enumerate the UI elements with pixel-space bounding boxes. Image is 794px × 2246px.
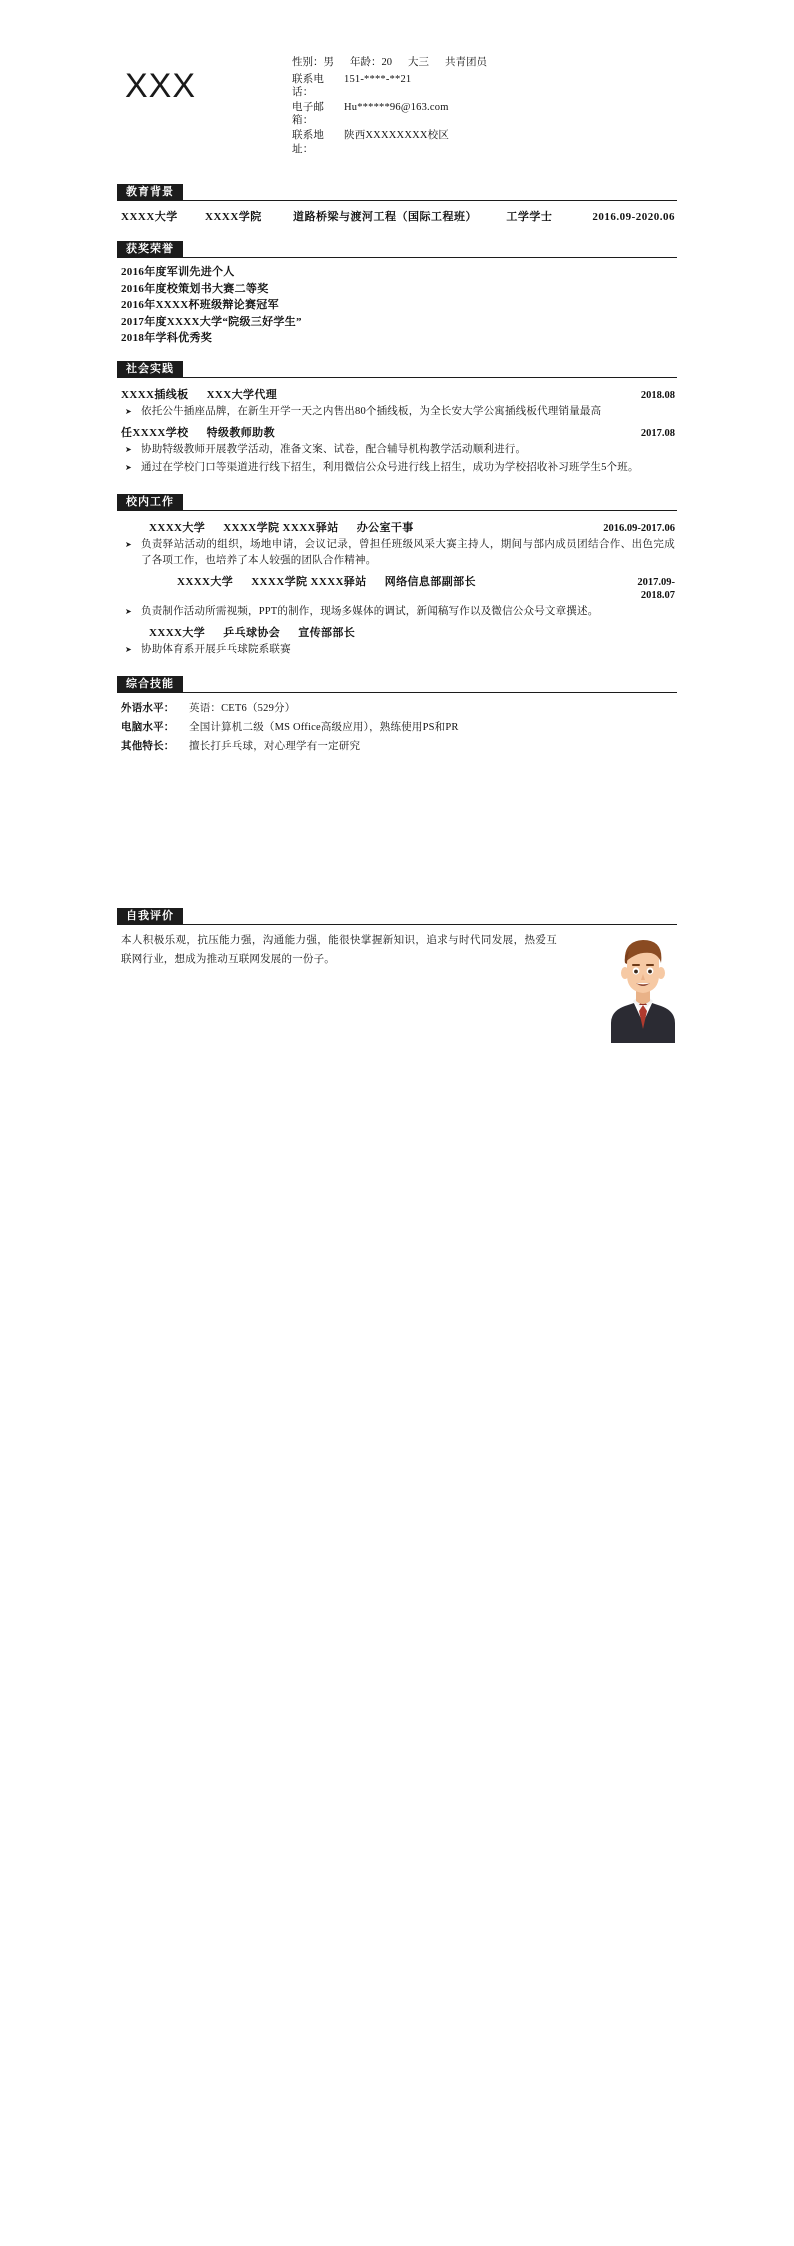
award-item: 2016年XXXX杯班级辩论赛冠军 bbox=[121, 299, 279, 311]
campus-entry-header bbox=[121, 519, 675, 535]
campus-org: XXXX大学 bbox=[149, 626, 206, 639]
campus-entry-titles bbox=[177, 573, 637, 589]
campus-bullets bbox=[121, 537, 675, 569]
section-divider bbox=[117, 200, 677, 201]
campus-entry-titles bbox=[149, 519, 603, 535]
skill-value: 英语：CET6（529分） bbox=[189, 702, 296, 714]
bullet-item: ➤ 依托公牛插座品牌，在新生开学一天之内售出80个插线板，为全长安大学公寓插线板代理销量最高 bbox=[121, 404, 675, 420]
section-campus-work-body bbox=[117, 511, 677, 664]
age-value: 20 bbox=[381, 57, 392, 68]
section-education bbox=[117, 184, 677, 229]
section-self-evaluation-title: 自我评价 bbox=[117, 908, 183, 925]
contact-email-value: Hu******96@163.com bbox=[344, 102, 449, 113]
section-education-body bbox=[117, 201, 677, 229]
education-college: XXXX学院 bbox=[205, 211, 262, 223]
campus-bullets bbox=[121, 604, 675, 620]
contact-phone-row bbox=[292, 73, 677, 99]
campus-date-start: 2017.09- bbox=[637, 576, 675, 588]
political-status-value: 共青团员 bbox=[445, 57, 487, 68]
practice-bullets bbox=[121, 404, 675, 420]
campus-dept: XXXX学院 XXXX驿站 bbox=[251, 575, 367, 588]
section-practice-body bbox=[117, 378, 677, 482]
campus-org: XXXX大学 bbox=[177, 575, 234, 588]
section-education-header bbox=[117, 184, 677, 201]
bullet-item: ➤ 通过在学校门口等渠道进行线下招生，利用微信公众号进行线上招生，成功为学校招收补习班学生5个班。 bbox=[121, 460, 675, 476]
section-awards bbox=[117, 241, 677, 349]
award-item: 2017年度XXXX大学“院级三好学生” bbox=[121, 315, 302, 328]
section-divider bbox=[117, 257, 677, 258]
basic-info-line bbox=[292, 56, 677, 70]
gender-field bbox=[292, 56, 334, 70]
bullet-item: ➤ 协助特级教师开展教学活动，准备文案、试卷，配合辅导机构教学活动顺利进行。 bbox=[121, 442, 675, 458]
section-campus-work-header bbox=[117, 494, 677, 511]
gender-label: 性别： bbox=[292, 57, 324, 68]
section-education-title: 教育背景 bbox=[117, 184, 183, 201]
self-evaluation-wrap bbox=[117, 925, 677, 1003]
age-field bbox=[350, 56, 392, 70]
award-item: 2016年度军训先进个人 bbox=[121, 266, 235, 278]
education-date: 2016.09-2020.06 bbox=[592, 211, 675, 223]
section-self-evaluation-header bbox=[117, 908, 677, 925]
practice-entry-titles bbox=[121, 424, 641, 440]
campus-bullets bbox=[121, 642, 675, 658]
gender-value: 男 bbox=[323, 57, 334, 68]
section-divider bbox=[117, 692, 677, 693]
candidate-name: XXX bbox=[125, 67, 197, 105]
practice-role: 特级教师助教 bbox=[206, 426, 275, 439]
name-block bbox=[117, 52, 292, 105]
section-divider bbox=[117, 377, 677, 378]
resume-header bbox=[117, 42, 677, 172]
skill-label: 其他特长： bbox=[121, 740, 175, 752]
skill-row-computer bbox=[121, 718, 675, 737]
section-practice bbox=[117, 361, 677, 482]
section-campus-work-title: 校内工作 bbox=[117, 494, 183, 511]
campus-dept: 乒乓球协会 bbox=[223, 626, 281, 639]
campus-role: 宣传部部长 bbox=[298, 626, 356, 639]
skill-label: 电脑水平： bbox=[121, 721, 175, 733]
award-item: 2018年学科优秀奖 bbox=[121, 332, 212, 344]
section-skills bbox=[117, 676, 677, 758]
campus-org: XXXX大学 bbox=[149, 521, 206, 534]
practice-role: XXX大学代理 bbox=[206, 388, 278, 401]
campus-role: 网络信息部副部长 bbox=[384, 575, 476, 588]
section-skills-body bbox=[117, 693, 677, 758]
skill-row-language bbox=[121, 699, 675, 718]
practice-org: 任XXXX学校 bbox=[121, 426, 189, 439]
practice-org: XXXX插线板 bbox=[121, 388, 189, 401]
contact-email-label: 电子邮箱： bbox=[292, 102, 325, 126]
practice-date: 2018.08 bbox=[640, 389, 675, 401]
contact-email-row bbox=[292, 101, 677, 127]
education-school: XXXX大学 bbox=[121, 211, 178, 223]
self-evaluation-text: 本人积极乐观，抗压能力强，沟通能力强，能很快掌握新知识，追求与时代同发展，热爱互联网行业，想成为推动互联网发展的一份子。 bbox=[121, 934, 557, 965]
campus-dept: XXXX学院 XXXX驿站 bbox=[223, 521, 339, 534]
section-awards-header bbox=[117, 241, 677, 258]
section-self-evaluation bbox=[117, 908, 677, 1003]
grade-value: 大三 bbox=[408, 57, 429, 68]
campus-date-end: 2018.07 bbox=[640, 589, 675, 601]
section-skills-title: 综合技能 bbox=[117, 676, 183, 693]
resume-sheet bbox=[117, 0, 677, 1003]
campus-role: 办公室干事 bbox=[356, 521, 414, 534]
skill-label: 外语水平： bbox=[121, 702, 175, 714]
campus-entry-titles bbox=[149, 624, 675, 640]
skill-value: 擅长打乒乓球，对心理学有一定研究 bbox=[189, 740, 361, 752]
section-awards-title: 获奖荣誉 bbox=[117, 241, 183, 258]
campus-date bbox=[637, 576, 675, 602]
skill-row-other bbox=[121, 737, 675, 756]
practice-entry-titles bbox=[121, 386, 641, 402]
education-row bbox=[121, 207, 675, 227]
practice-entry-header bbox=[121, 424, 675, 440]
education-degree: 工学学士 bbox=[506, 211, 553, 223]
section-awards-body bbox=[117, 258, 677, 349]
bullet-item: ➤ 负责制作活动所需视频，PPT的制作，现场多媒体的调试，新闻稿写作以及微信公众号文章撰述。 bbox=[121, 604, 675, 620]
contact-block bbox=[292, 52, 677, 159]
practice-bullets bbox=[121, 442, 675, 476]
section-practice-title: 社会实践 bbox=[117, 361, 183, 378]
campus-entry-header bbox=[121, 573, 675, 602]
contact-phone-value: 151-****-**21 bbox=[344, 74, 412, 85]
practice-entry-header bbox=[121, 386, 675, 402]
avatar-illustration bbox=[591, 931, 695, 1043]
age-label: 年龄： bbox=[350, 57, 382, 68]
contact-address-value: 陕西XXXXXXXX校区 bbox=[344, 130, 450, 141]
bullet-item: ➤ 协助体育系开展乒乓球院系联赛 bbox=[121, 642, 675, 658]
section-campus-work bbox=[117, 494, 677, 664]
section-skills-header bbox=[117, 676, 677, 693]
section-practice-header bbox=[117, 361, 677, 378]
skill-value: 全国计算机二级（MS Office高级应用），熟练使用PS和PR bbox=[189, 721, 459, 733]
award-item: 2016年度校策划书大赛二等奖 bbox=[121, 282, 269, 295]
section-divider bbox=[117, 510, 677, 511]
education-major: 道路桥梁与渡河工程（国际工程班） bbox=[293, 211, 477, 223]
contact-address-label: 联系地址： bbox=[292, 130, 325, 155]
bullet-item: ➤ 负责驿站活动的组织，场地申请，会议记录，曾担任班级风采大赛主持人，期间与部内成员团结合作、出色完成了各项工作，也培养了本人较强的团队合作精神。 bbox=[121, 537, 675, 569]
contact-phone-label: 联系电话： bbox=[292, 74, 325, 98]
practice-date: 2017.08 bbox=[640, 427, 675, 439]
campus-entry-header bbox=[121, 624, 675, 640]
campus-date: 2016.09-2017.06 bbox=[603, 522, 675, 534]
contact-address-row bbox=[292, 129, 677, 157]
